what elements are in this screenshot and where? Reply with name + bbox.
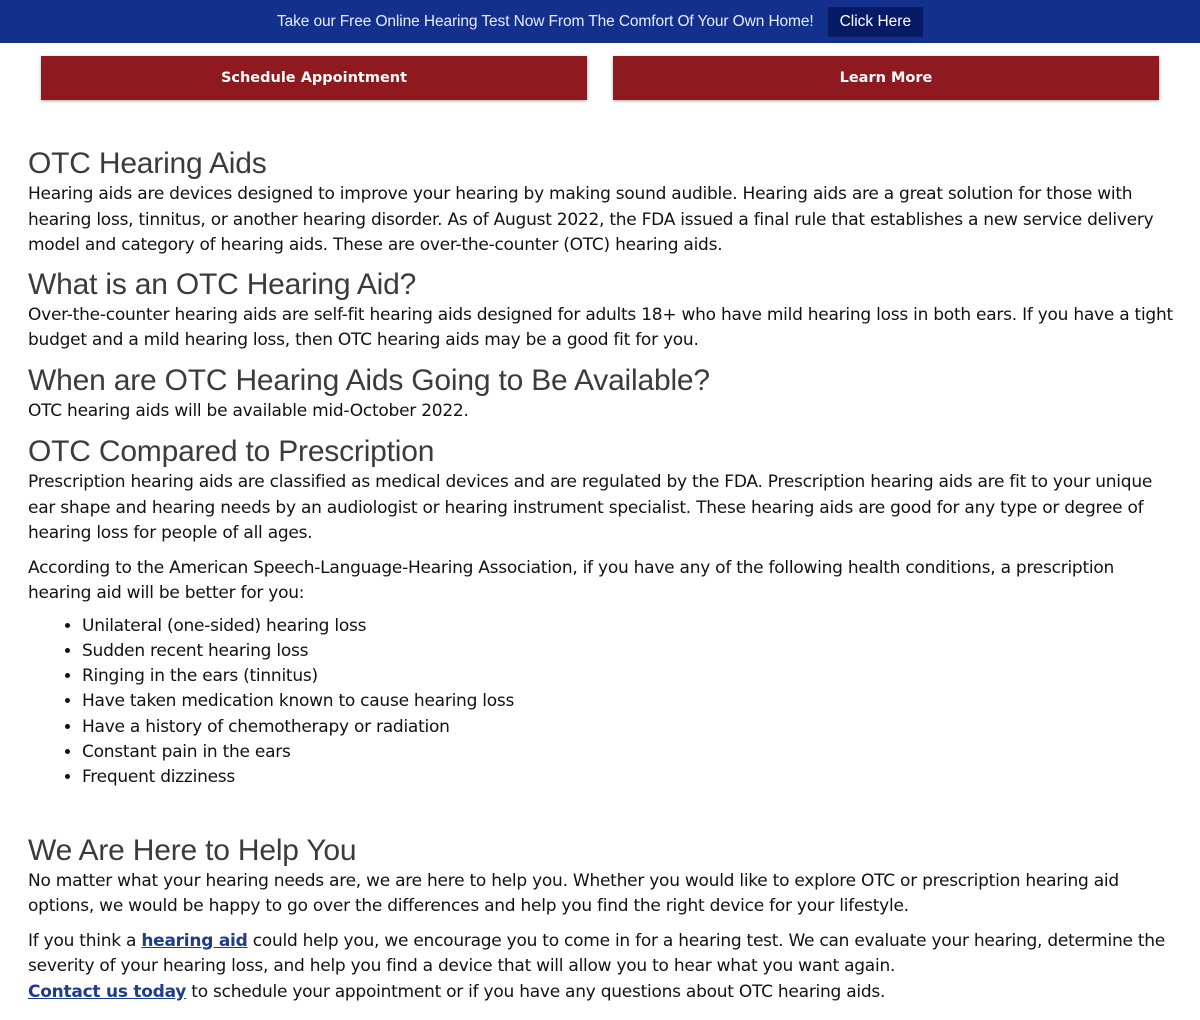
list-item: • Sudden recent hearing loss xyxy=(82,639,1178,664)
schedule-appointment-button[interactable]: Schedule Appointment xyxy=(41,56,587,100)
help-paragraph: No matter what your hearing needs are, we are here to help you. Whether you would like to explore OTC or prescription hearing aid options, we would be happy to go over the differences and help you find the right device for your lifestyle. xyxy=(28,870,1119,917)
availability-heading: When are OTC Hearing Aids Going to Be Available? xyxy=(28,363,710,397)
promo-banner xyxy=(0,0,1200,43)
conditions-list xyxy=(82,614,1178,791)
contact-text-suffix: to schedule your appointment or if you have any questions about OTC hearing aids. xyxy=(186,981,886,1002)
main-content xyxy=(28,146,1178,1005)
help-heading: We Are Here to Help You xyxy=(28,833,357,867)
hearing-test-button[interactable]: Click Here xyxy=(828,7,923,37)
comparison-heading: OTC Compared to Prescription xyxy=(28,435,435,468)
hearing-test-paragraph xyxy=(28,929,1178,1006)
hearing-aid-link[interactable]: hearing aid xyxy=(141,930,248,951)
list-item: • Frequent dizziness xyxy=(82,765,1178,790)
availability-paragraph: OTC hearing aids will be available mid-October 2022. xyxy=(28,400,469,421)
contact-us-link[interactable]: Contact us today xyxy=(28,981,187,1002)
prescription-paragraph: Prescription hearing aids are classified as medical devices and are regulated by the FDA. Prescription hearing aids are fit to your unique ear shape and hearing needs by an audiologist or hearing instrument specialist. These hearing aids are good for any type or degree of hearing loss for people of all ages. xyxy=(28,472,1153,543)
asha-paragraph: According to the American Speech-Language-Hearing Association, if you have any of the following health conditions, a prescription hearing aid will be better for you: xyxy=(28,557,1115,603)
what-is-otc-heading: What is an OTC Hearing Aid? xyxy=(28,267,417,301)
what-is-otc-paragraph: Over-the-counter hearing aids are self-fit hearing aids designed for adults 18+ who have mild hearing loss in both ears. If you have a tight budget and a mild hearing loss, then OTC hearing aids may be a good fit for you. xyxy=(28,304,1173,350)
promo-text: Take our Free Online Hearing Test Now From The Comfort Of Your Own Home! xyxy=(276,12,814,30)
hearing-test-text-prefix: If you think a xyxy=(28,930,142,951)
otc-intro-paragraph: Hearing aids are devices designed to improve your hearing by making sound audible. Hearing aids are a great solution for those with hearing loss, tinnitus, or another hearing disorder. As of August 2022, the FDA issued a final rule that establishes a new service delivery model and category of hearing aids. These are over-the-counter (OTC) hearing aids. xyxy=(28,184,1154,255)
list-item: • Have a history of chemotherapy or radiation xyxy=(82,715,1178,740)
hearing-test-text-suffix: could help you, we encourage you to come in for a hearing test. We can evaluate your hearing, determine the severity of your hearing loss, and help you find a device that will allow you to hear what you want again. xyxy=(28,930,1165,977)
list-item: • Unilateral (one-sided) hearing loss xyxy=(82,614,1178,639)
list-item: • Have taken medication known to cause hearing loss xyxy=(82,689,1178,714)
learn-more-button[interactable]: Learn More xyxy=(613,56,1159,100)
list-item: • Constant pain in the ears xyxy=(82,740,1178,765)
list-item: • Ringing in the ears (tinnitus) xyxy=(82,664,1178,689)
page-title: OTC Hearing Aids xyxy=(28,147,267,180)
